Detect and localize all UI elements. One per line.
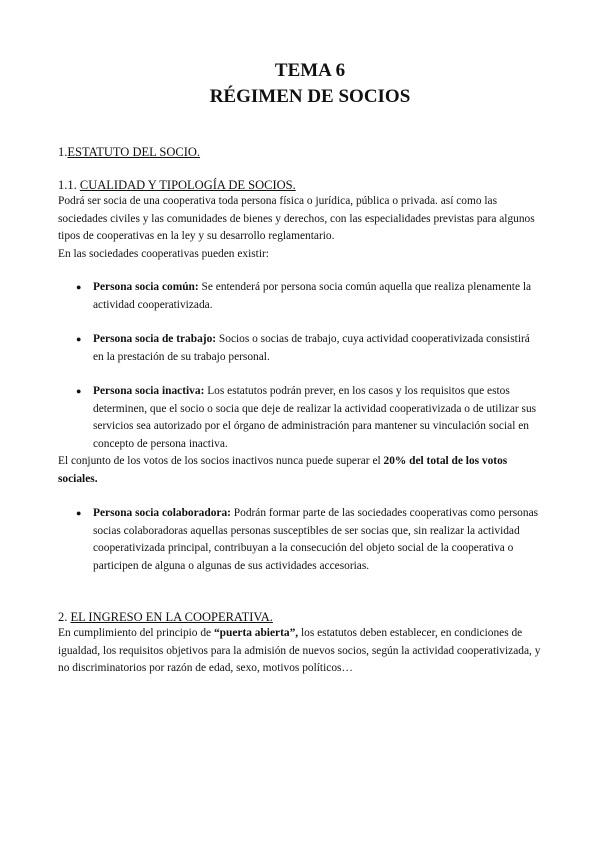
section-2-title: EL INGRESO EN LA COOPERATIVA. — [70, 610, 273, 624]
section-2-number: 2. — [58, 610, 68, 624]
section-1-1-heading — [58, 177, 542, 193]
list-item-term: Persona socia colaboradora: — [93, 507, 231, 519]
list-item-text: Socios o socias de trabajo, cuya actividad cooperativizada consistirá en la prestación de su trabajo personal. — [93, 333, 530, 363]
section-1-heading — [58, 144, 542, 160]
list-item — [58, 383, 542, 453]
bullet-icon: ● — [76, 334, 82, 344]
votes-text: El conjunto de los votos de los socios inactivos nunca puede superar el — [58, 455, 384, 467]
intro-paragraph: Podrá ser socia de una cooperativa toda persona física o jurídica, pública o privada. así como las sociedades civiles y las comunidades de bienes y derechos, con las especialidades previstas para algunos tipos de cooperativas en la ley y su desarrollo reglamentario. — [58, 195, 535, 242]
section-1-1-number: 1.1. — [58, 178, 77, 192]
admission-text-before: En cumplimiento del principio de — [58, 627, 214, 639]
list-item-text: Se entenderá por persona socia común aquella que realiza plenamente la actividad cooperativizada. — [93, 281, 532, 311]
title-line-2: RÉGIMEN DE SOCIOS — [209, 86, 411, 107]
section-1-number: 1. — [58, 145, 68, 159]
member-types-list — [58, 279, 542, 453]
votes-limit: 20% del total de los votos sociales. — [58, 455, 508, 485]
votes-paragraph — [58, 453, 542, 488]
list-item-term: Persona socia común: — [93, 281, 199, 293]
list-item-term: Persona socia de trabajo: — [93, 333, 217, 345]
list-item-text: Los estatutos podrán prever, en los casos y los requisitos que estos determinen, que el socio o socia que deje de realizar la actividad cooperativizada o de utilizar sus servicios sea autorizado por el órgano de administración para mantener su vinculación social en concepto de persona inactiva. — [93, 385, 537, 450]
document-title — [78, 58, 542, 110]
admission-text-after: los estatutos deben establecer, en condiciones de igualdad, los requisitos objetivos para la admisión de nuevos socios, según la actividad cooperativizada, y no discriminatorios por razón de edad, sexo, motivos políticos… — [58, 627, 541, 674]
list-item — [58, 331, 542, 366]
types-intro-paragraph: En las sociedades cooperativas pueden existir: — [58, 247, 269, 260]
bullet-icon: ● — [76, 508, 82, 518]
list-item — [58, 279, 542, 314]
list-item-term: Persona socia inactiva: — [93, 385, 205, 397]
open-door-principle: “puerta abierta”, — [213, 627, 299, 639]
bullet-icon: ● — [76, 386, 82, 396]
title-line-1: TEMA 6 — [274, 60, 346, 81]
admission-paragraph — [58, 625, 542, 678]
list-item — [58, 505, 542, 575]
list-item-text: Podrán formar parte de las sociedades cooperativas como personas socias colaboradoras aquellas personas susceptibles de ser socias que, sin realizar la actividad cooperativizada principal, contribuyan a la consecución del objeto social de la cooperativa o participen de alguna o algunas de sus actividades accesorias. — [93, 507, 539, 572]
bullet-icon: ● — [76, 282, 82, 292]
member-types-list-continued — [58, 505, 542, 575]
section-1-1-title: CUALIDAD Y TIPOLOGÍA DE SOCIOS. — [79, 178, 296, 192]
section-2-heading — [58, 609, 542, 625]
section-1-title: ESTATUTO DEL SOCIO. — [67, 145, 201, 159]
